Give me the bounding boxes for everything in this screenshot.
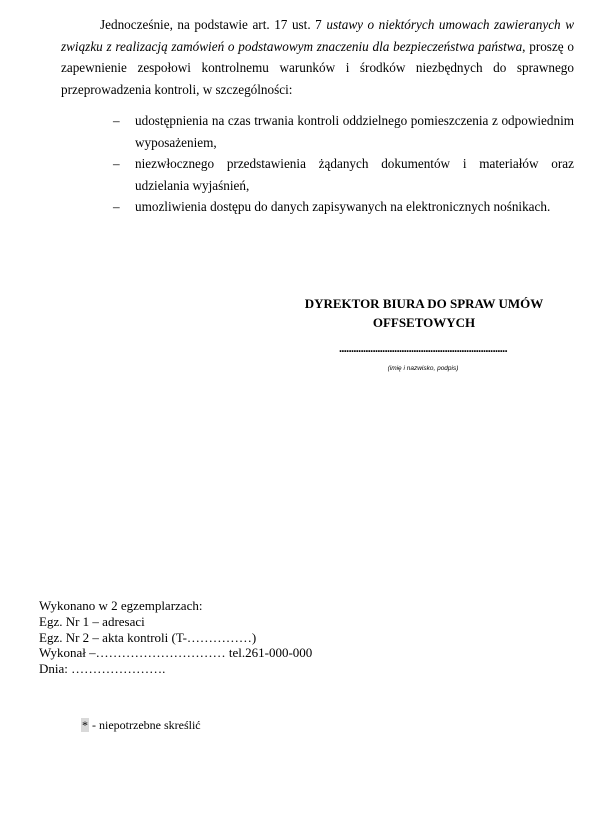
- signature-caption: (imię i nazwisko, podpis): [387, 365, 459, 372]
- paragraph-rest: , proszę o zapewnienie zespołowi kontrolnemu warunków i środków niezbędnych do sprawnego przeprowadzenia kontroli, w szczególności:: [61, 38, 574, 97]
- signature-title-line2: OFFSETOWYCH: [372, 315, 476, 330]
- signature-title: [290, 294, 558, 332]
- footer-copy2: Egz. Nr 2 – akta kontroli (T-……………): [39, 629, 257, 645]
- footer-made-in: Wykonano w 2 egzemplarzach:: [39, 598, 203, 613]
- list-item-text: udostępnienia na czas trwania kontroli oddzielnego pomieszczenia z odpowiednim wyposażeniem,: [135, 113, 574, 150]
- request-paragraph-text: [61, 14, 574, 100]
- list-item: [61, 153, 574, 196]
- bullet-dash: –: [113, 113, 120, 128]
- list-item: [61, 110, 574, 153]
- paragraph-lead: Jednocześnie, na podstawie art. 17 ust. 7: [100, 17, 327, 32]
- footnote: [81, 718, 201, 733]
- footnote-text: - niepotrzebne skreślić: [89, 718, 201, 732]
- request-paragraph: [61, 14, 574, 100]
- footer-prepared-by: Wykonał –………………………… tel.261-000-000: [39, 645, 313, 661]
- footer-date: Dnia: ………………….: [39, 661, 166, 677]
- list-item: [61, 196, 574, 218]
- list-item-text: umozliwienia dostępu do danych zapisywanych na elektronicznych nośnikach.: [135, 199, 551, 214]
- signature-title-line1: DYREKTOR BIURA DO SPRAW UMÓW: [304, 296, 544, 311]
- footer-copy1: Egz. Nr 1 – adresaci: [39, 613, 145, 629]
- signature-line: ......................................................................: [338, 341, 507, 355]
- list-item-text: niezwłocznego przedstawienia żądanych dokumentów i materiałów oraz udzielania wyjaśnień,: [135, 156, 574, 193]
- footnote-star: *: [82, 718, 88, 732]
- bullet-dash: –: [113, 156, 120, 171]
- document-footer: [39, 598, 312, 677]
- conditions-list: [61, 110, 574, 218]
- act-title: ustawy o niektórych umowach zawieranych w związku z realizacją zamówień o podstawowym znaczeniu dla bezpieczeństwa państwa: [61, 17, 574, 54]
- bullet-dash: –: [113, 199, 120, 214]
